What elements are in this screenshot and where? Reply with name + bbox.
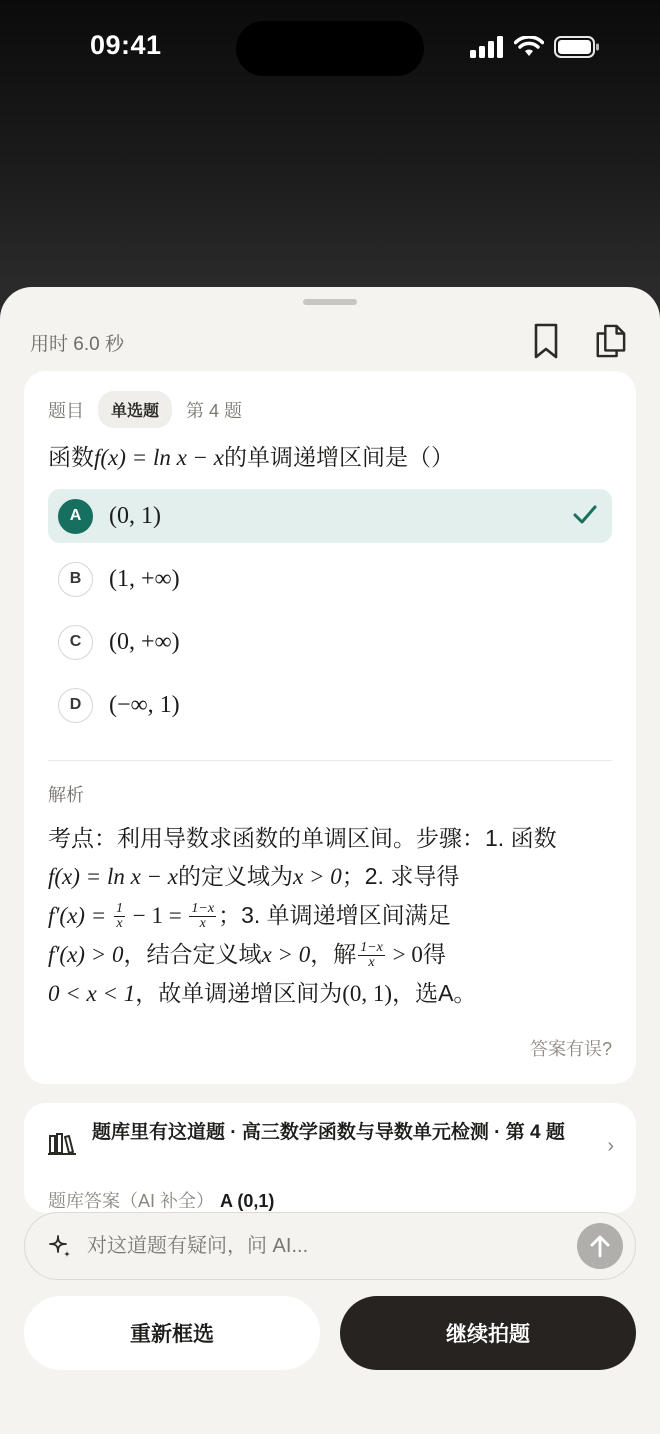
sheet-grabber[interactable] [303, 299, 357, 305]
option-text: (0, +∞) [109, 628, 180, 655]
option-text: (0, 1) [109, 502, 161, 529]
sparkle-icon [47, 1233, 73, 1259]
wifi-icon [514, 36, 544, 58]
result-sheet [0, 287, 660, 1434]
question-type-chip: 单选题 [98, 391, 172, 428]
status-time: 09:41 [90, 30, 162, 60]
option-letter: D [58, 688, 93, 723]
report-error-link[interactable]: 答案有误? [529, 1039, 612, 1059]
option-a[interactable] [48, 489, 612, 543]
bank-title: 题库里有这道题 · 高三数学函数与导数单元检测 · 第 4 题 [92, 1122, 565, 1143]
option-letter: C [58, 625, 93, 660]
analysis-label: 解析 [48, 785, 84, 805]
elapsed-time: 用时 6.0 秒 [30, 334, 124, 355]
option-letter: A [58, 499, 93, 534]
reselect-button[interactable]: 重新框选 [24, 1296, 320, 1370]
send-button[interactable] [577, 1223, 623, 1269]
fraction: $\frac{1-x}{x}$ [191, 901, 215, 932]
option-c[interactable] [48, 615, 612, 669]
question-label: 题目 [48, 400, 84, 421]
ask-ai-box [24, 1212, 636, 1280]
option-letter: B [58, 562, 93, 597]
continue-scan-button[interactable]: 继续拍题 [340, 1296, 636, 1370]
bank-answer: 题库答案（AI 补全） A (0,1) [48, 1191, 275, 1211]
option-d[interactable] [48, 678, 612, 732]
signal-icon [470, 36, 504, 58]
question-stem: 函数f(x) = ln x − x的单调递增区间是（） [48, 444, 455, 470]
copy-icon[interactable] [594, 321, 626, 361]
chevron-right-icon: › [607, 1135, 614, 1157]
option-text: (1, +∞) [109, 565, 180, 592]
arrow-up-icon [589, 1234, 611, 1258]
check-icon [572, 502, 598, 528]
battery-icon [554, 36, 600, 58]
fraction: $\frac{1-x}{x}$ [360, 940, 383, 971]
dynamic-island [236, 21, 424, 76]
status-icons [470, 36, 600, 58]
question-meta [48, 391, 242, 428]
question-bank-card[interactable] [24, 1103, 636, 1213]
ask-ai-input[interactable] [87, 1231, 557, 1261]
analysis-body: 考点：利用导数求函数的单调区间。步骤：1. 函数 f(x) = ln x − x的定义域为x > 0；2. 求导得 f′(x) = $\frac{1}{x}$ − 1 = $\frac{1-x}{x}$ ；3. 单调递增区间满足 f′(x) > 0，结合定义域x > 0，解 $\frac{1-x}{x}$ > 0得 0 < x < 1，故单调递增区间为(0, 1)，选A。 [48, 825, 557, 1006]
bookmark-icon[interactable] [530, 321, 562, 361]
option-text: (−∞, 1) [109, 691, 180, 718]
question-card [24, 371, 636, 1084]
option-b[interactable] [48, 552, 612, 606]
question-number: 第 4 题 [186, 400, 243, 421]
divider [48, 760, 612, 761]
fraction: $\frac{1}{x}$ [115, 901, 123, 932]
library-icon [48, 1132, 76, 1156]
